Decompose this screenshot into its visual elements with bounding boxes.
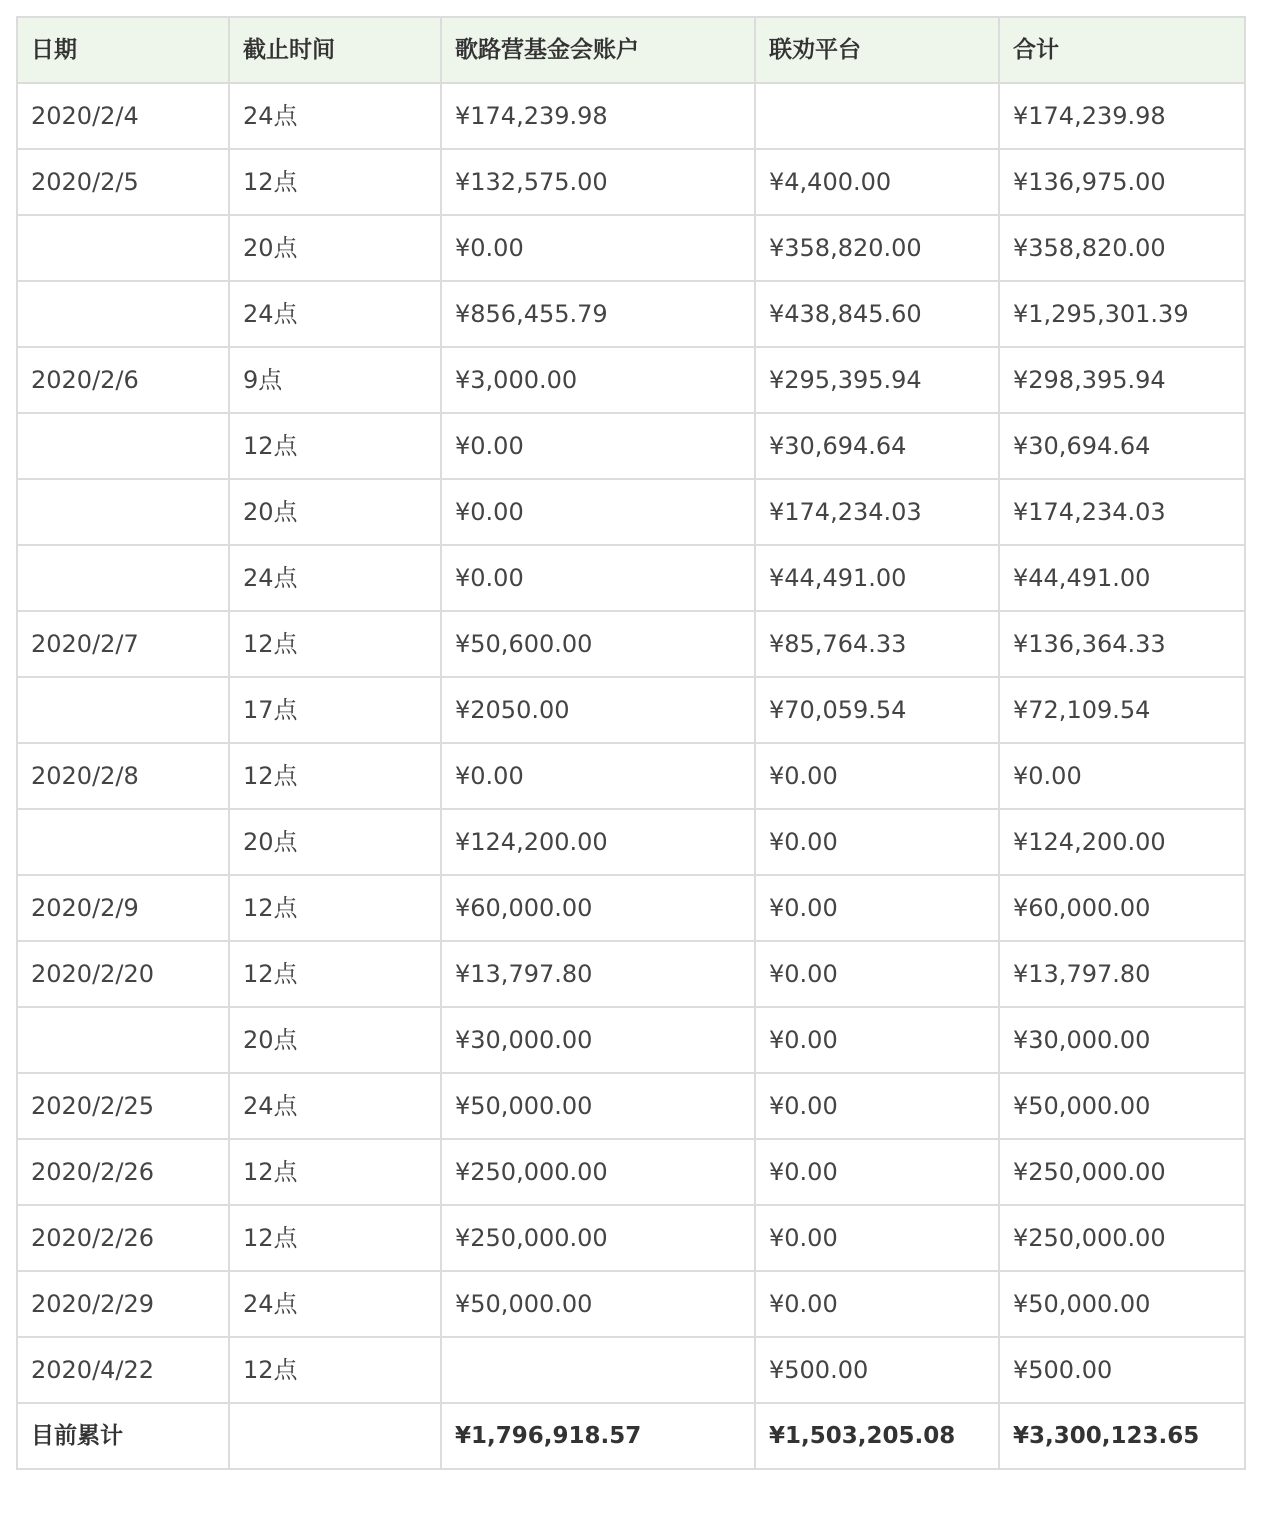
- cell-foundation-account: ¥2050.00: [441, 677, 755, 743]
- cell-date: 2020/2/7: [17, 611, 229, 677]
- cell-cutoff-time: 12点: [229, 611, 441, 677]
- header-date: 日期: [17, 17, 229, 83]
- header-cutoff-time: 截止时间: [229, 17, 441, 83]
- table-row: [17, 1073, 1245, 1139]
- cell-lianquan-platform: ¥0.00: [755, 1073, 999, 1139]
- table-header: [17, 17, 1245, 83]
- cell-cutoff-time: 20点: [229, 215, 441, 281]
- cell-lianquan-platform: ¥174,234.03: [755, 479, 999, 545]
- cell-cutoff-time: 20点: [229, 1007, 441, 1073]
- table-row: [17, 1205, 1245, 1271]
- cell-date: [17, 281, 229, 347]
- cell-date: 2020/2/25: [17, 1073, 229, 1139]
- cell-foundation-account: ¥50,600.00: [441, 611, 755, 677]
- cell-cutoff-time: 12点: [229, 1337, 441, 1403]
- table-row: [17, 281, 1245, 347]
- cell-lianquan-platform: ¥0.00: [755, 875, 999, 941]
- cell-lianquan-platform: ¥0.00: [755, 941, 999, 1007]
- header-row: [17, 17, 1245, 83]
- cell-foundation-account: ¥0.00: [441, 545, 755, 611]
- table-row: [17, 941, 1245, 1007]
- cell-total: ¥50,000.00: [999, 1073, 1245, 1139]
- header-total: 合计: [999, 17, 1245, 83]
- cell-lianquan-platform: ¥0.00: [755, 809, 999, 875]
- cell-date: 2020/2/26: [17, 1205, 229, 1271]
- cell-foundation-account: ¥250,000.00: [441, 1205, 755, 1271]
- cell-foundation-account: ¥124,200.00: [441, 809, 755, 875]
- table-row: [17, 743, 1245, 809]
- table-row: [17, 413, 1245, 479]
- table-row: [17, 1139, 1245, 1205]
- cell-lianquan-platform: ¥85,764.33: [755, 611, 999, 677]
- table-row: [17, 149, 1245, 215]
- cell-lianquan-platform: [755, 83, 999, 149]
- cell-lianquan-platform: ¥70,059.54: [755, 677, 999, 743]
- cell-foundation-account: ¥50,000.00: [441, 1271, 755, 1337]
- cell-date: 2020/2/20: [17, 941, 229, 1007]
- cell-cutoff-time: 12点: [229, 743, 441, 809]
- total-row: [17, 1403, 1245, 1469]
- cell-foundation-account: ¥0.00: [441, 413, 755, 479]
- cell-foundation-account: ¥50,000.00: [441, 1073, 755, 1139]
- cell-lianquan-platform: ¥0.00: [755, 1205, 999, 1271]
- cell-cutoff-time: 12点: [229, 941, 441, 1007]
- cell-foundation-account: ¥0.00: [441, 743, 755, 809]
- cell-total: ¥30,694.64: [999, 413, 1245, 479]
- cell-lianquan-platform: ¥0.00: [755, 743, 999, 809]
- cell-date: [17, 479, 229, 545]
- cell-cutoff-time: 24点: [229, 83, 441, 149]
- table-container: [16, 16, 1246, 1470]
- cell-cutoff-time: 17点: [229, 677, 441, 743]
- table-body: [17, 83, 1245, 1469]
- cell-total: ¥30,000.00: [999, 1007, 1245, 1073]
- cell-cutoff-time: 12点: [229, 413, 441, 479]
- total-cutoff-time: [229, 1403, 441, 1469]
- cell-lianquan-platform: ¥0.00: [755, 1007, 999, 1073]
- cell-lianquan-platform: ¥44,491.00: [755, 545, 999, 611]
- cell-total: ¥136,364.33: [999, 611, 1245, 677]
- table-row: [17, 875, 1245, 941]
- cell-cutoff-time: 24点: [229, 281, 441, 347]
- cell-cutoff-time: 9点: [229, 347, 441, 413]
- cell-date: 2020/4/22: [17, 1337, 229, 1403]
- cell-foundation-account: ¥0.00: [441, 479, 755, 545]
- cell-total: ¥44,491.00: [999, 545, 1245, 611]
- cell-lianquan-platform: ¥30,694.64: [755, 413, 999, 479]
- cell-date: 2020/2/5: [17, 149, 229, 215]
- cell-total: ¥13,797.80: [999, 941, 1245, 1007]
- cell-cutoff-time: 20点: [229, 479, 441, 545]
- cell-date: 2020/2/6: [17, 347, 229, 413]
- cell-foundation-account: ¥30,000.00: [441, 1007, 755, 1073]
- cell-total: ¥298,395.94: [999, 347, 1245, 413]
- cell-date: 2020/2/26: [17, 1139, 229, 1205]
- cell-foundation-account: ¥13,797.80: [441, 941, 755, 1007]
- cell-date: [17, 545, 229, 611]
- total-lianquan-platform: ¥1,503,205.08: [755, 1403, 999, 1469]
- cell-lianquan-platform: ¥295,395.94: [755, 347, 999, 413]
- total-label: 目前累计: [17, 1403, 229, 1469]
- table-row: [17, 83, 1245, 149]
- cell-total: ¥358,820.00: [999, 215, 1245, 281]
- cell-cutoff-time: 12点: [229, 875, 441, 941]
- cell-foundation-account: ¥0.00: [441, 215, 755, 281]
- cell-total: ¥50,000.00: [999, 1271, 1245, 1337]
- table-row: [17, 347, 1245, 413]
- cell-lianquan-platform: ¥438,845.60: [755, 281, 999, 347]
- cell-total: ¥174,239.98: [999, 83, 1245, 149]
- table-row: [17, 1007, 1245, 1073]
- cell-cutoff-time: 20点: [229, 809, 441, 875]
- cell-cutoff-time: 24点: [229, 1271, 441, 1337]
- cell-date: [17, 1007, 229, 1073]
- cell-lianquan-platform: ¥358,820.00: [755, 215, 999, 281]
- table-row: [17, 809, 1245, 875]
- table-row: [17, 677, 1245, 743]
- cell-date: [17, 413, 229, 479]
- cell-total: ¥0.00: [999, 743, 1245, 809]
- cell-cutoff-time: 12点: [229, 149, 441, 215]
- cell-date: 2020/2/8: [17, 743, 229, 809]
- cell-foundation-account: ¥3,000.00: [441, 347, 755, 413]
- table-row: [17, 215, 1245, 281]
- cell-foundation-account: ¥132,575.00: [441, 149, 755, 215]
- cell-date: [17, 677, 229, 743]
- cell-foundation-account: [441, 1337, 755, 1403]
- table-row: [17, 545, 1245, 611]
- cell-date: [17, 809, 229, 875]
- cell-foundation-account: ¥250,000.00: [441, 1139, 755, 1205]
- cell-total: ¥1,295,301.39: [999, 281, 1245, 347]
- header-foundation-account: 歌路营基金会账户: [441, 17, 755, 83]
- cell-cutoff-time: 12点: [229, 1205, 441, 1271]
- cell-total: ¥250,000.00: [999, 1205, 1245, 1271]
- cell-total: ¥72,109.54: [999, 677, 1245, 743]
- cell-total: ¥174,234.03: [999, 479, 1245, 545]
- cell-cutoff-time: 24点: [229, 545, 441, 611]
- total-sum: ¥3,300,123.65: [999, 1403, 1245, 1469]
- cell-foundation-account: ¥60,000.00: [441, 875, 755, 941]
- cell-cutoff-time: 12点: [229, 1139, 441, 1205]
- cell-foundation-account: ¥174,239.98: [441, 83, 755, 149]
- cell-lianquan-platform: ¥0.00: [755, 1139, 999, 1205]
- cell-total: ¥250,000.00: [999, 1139, 1245, 1205]
- donation-table: [16, 16, 1246, 1470]
- cell-total: ¥124,200.00: [999, 809, 1245, 875]
- cell-cutoff-time: 24点: [229, 1073, 441, 1139]
- total-foundation-account: ¥1,796,918.57: [441, 1403, 755, 1469]
- cell-total: ¥60,000.00: [999, 875, 1245, 941]
- cell-total: ¥500.00: [999, 1337, 1245, 1403]
- cell-date: [17, 215, 229, 281]
- cell-lianquan-platform: ¥500.00: [755, 1337, 999, 1403]
- cell-total: ¥136,975.00: [999, 149, 1245, 215]
- cell-date: 2020/2/9: [17, 875, 229, 941]
- cell-lianquan-platform: ¥0.00: [755, 1271, 999, 1337]
- cell-foundation-account: ¥856,455.79: [441, 281, 755, 347]
- header-lianquan-platform: 联劝平台: [755, 17, 999, 83]
- table-row: [17, 1337, 1245, 1403]
- table-row: [17, 611, 1245, 677]
- cell-date: 2020/2/4: [17, 83, 229, 149]
- table-row: [17, 479, 1245, 545]
- cell-date: 2020/2/29: [17, 1271, 229, 1337]
- cell-lianquan-platform: ¥4,400.00: [755, 149, 999, 215]
- table-row: [17, 1271, 1245, 1337]
